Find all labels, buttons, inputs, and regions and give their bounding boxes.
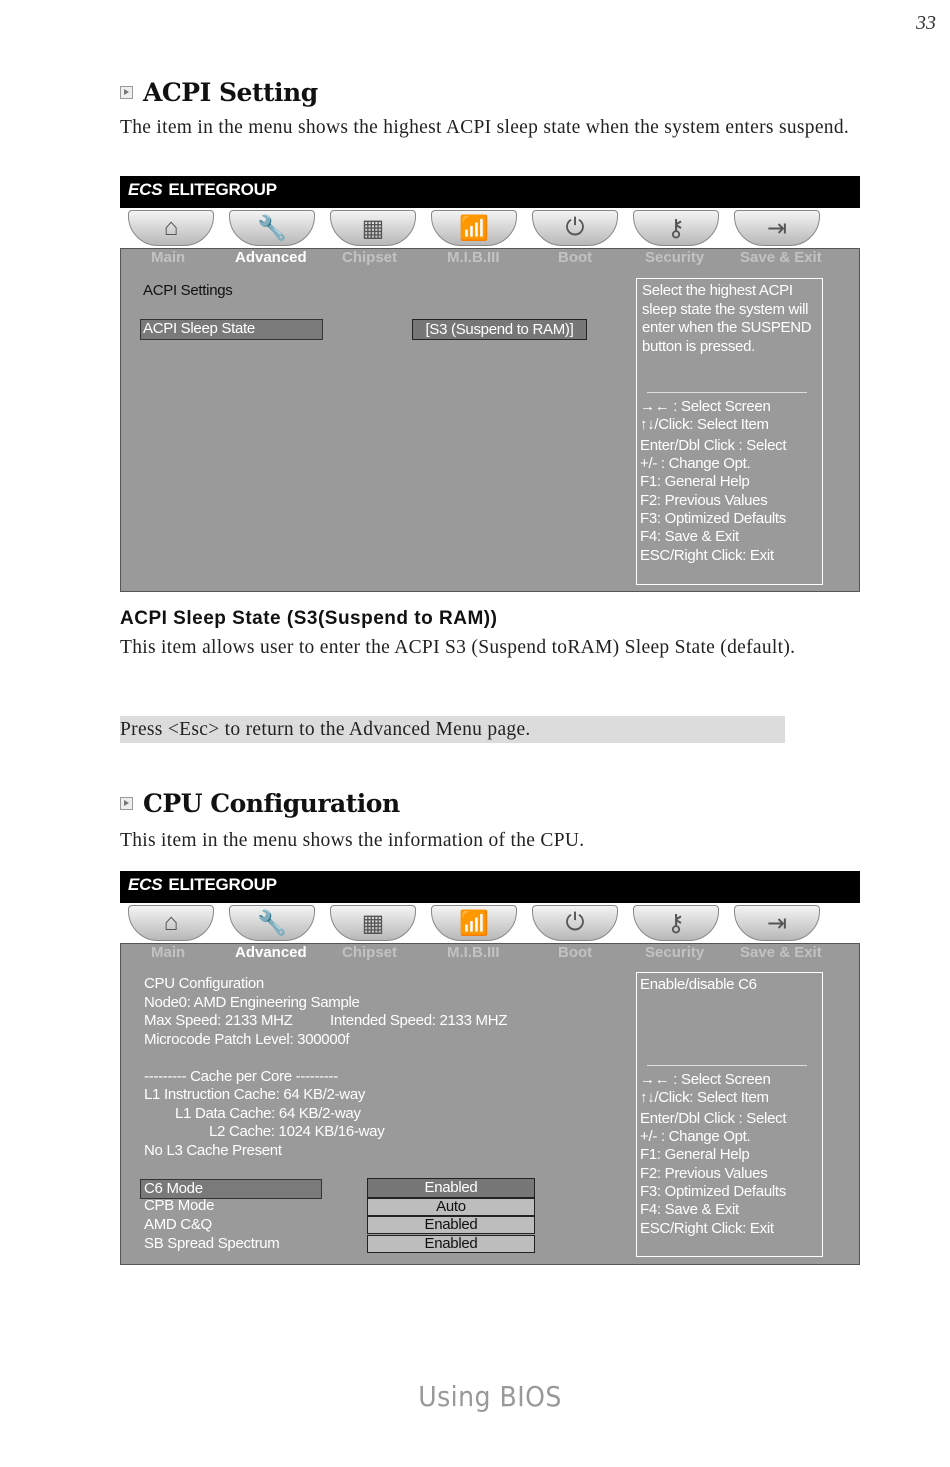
- cache-line: L2 Cache: 1024 KB/16-way: [209, 1123, 385, 1140]
- cpu-intro: This item in the menu shows the information of the CPU.: [120, 830, 585, 851]
- power-icon[interactable]: ⏻: [532, 210, 618, 246]
- acpi-sleep-state-value[interactable]: [S3 (Suspend to RAM)]: [412, 319, 587, 340]
- key-f1: F1: General Help: [640, 473, 750, 490]
- tab-main[interactable]: Main: [151, 249, 186, 266]
- key-f4: F4: Save & Exit: [640, 1201, 739, 1218]
- tab-chipset[interactable]: Chipset: [342, 944, 398, 961]
- option-label: SB Spread Spectrum: [144, 1235, 280, 1252]
- tab-chipset[interactable]: Chipset: [342, 249, 398, 266]
- bios-tab-icons: [120, 903, 860, 943]
- cpb-mode-value[interactable]: Auto: [367, 1198, 535, 1216]
- bios-screen-acpi: [120, 176, 860, 592]
- elitegroup-logo: ECS ELITEGROUP: [128, 875, 277, 894]
- key-f4: F4: Save & Exit: [640, 528, 739, 545]
- help-line: Enable/disable C6: [640, 976, 757, 993]
- bios-header-bar: [120, 176, 860, 208]
- help-divider: [647, 392, 807, 393]
- bullet-icon: [120, 86, 133, 99]
- chip-icon[interactable]: ▦: [330, 905, 416, 941]
- cpu-section-title: CPU Configuration: [120, 789, 400, 818]
- bios-body: [120, 943, 860, 1265]
- cache-line: L1 Data Cache: 64 KB/2-way: [175, 1105, 361, 1122]
- acpi-section-title: ACPI Setting: [120, 78, 318, 107]
- key-icon[interactable]: ⚷: [633, 210, 719, 246]
- bios-screen-cpu: [120, 871, 860, 1265]
- help-line: sleep state the system will: [642, 301, 809, 318]
- intended-speed: Intended Speed: 2133 MHZ: [330, 1012, 508, 1029]
- wrench-icon[interactable]: 🔧: [229, 905, 315, 941]
- option-label: AMD C&Q: [144, 1216, 212, 1233]
- tab-mib[interactable]: M.I.B.III: [447, 249, 500, 266]
- power-icon[interactable]: ⏻: [532, 905, 618, 941]
- acpi-settings-heading: ACPI Settings: [143, 282, 233, 299]
- page-footer: Using BIOS: [418, 1380, 562, 1413]
- help-panel: [636, 278, 823, 585]
- bullet-icon: [120, 797, 133, 810]
- tab-advanced[interactable]: Advanced: [235, 944, 307, 961]
- help-line: enter when the SUSPEND: [642, 319, 812, 336]
- bios-header-bar: [120, 871, 860, 903]
- chart-icon[interactable]: 📶: [431, 905, 517, 941]
- option-label: C6 Mode: [144, 1180, 203, 1197]
- key-change: +/- : Change Opt.: [640, 455, 751, 472]
- cache-header: --------- Cache per Core ---------: [144, 1068, 338, 1085]
- key-enter: Enter/Dbl Click : Select: [640, 437, 787, 454]
- tab-security[interactable]: Security: [645, 944, 705, 961]
- cpu-info-line: CPU Configuration: [144, 975, 264, 992]
- key-f3: F3: Optimized Defaults: [640, 1183, 786, 1200]
- key-select-screen: →← : Select Screen: [640, 398, 771, 415]
- key-enter: Enter/Dbl Click : Select: [640, 1110, 787, 1127]
- key-esc: ESC/Right Click: Exit: [640, 547, 774, 564]
- tab-security[interactable]: Security: [645, 249, 705, 266]
- key-f2: F2: Previous Values: [640, 492, 768, 509]
- tab-main[interactable]: Main: [151, 944, 186, 961]
- acpi-sleep-state-label: ACPI Sleep State: [143, 320, 255, 337]
- help-line: Select the highest ACPI: [642, 282, 793, 299]
- acpi-sleep-state-item[interactable]: [140, 319, 323, 340]
- sb-spread-spectrum-value[interactable]: Enabled: [367, 1235, 535, 1253]
- press-esc-note: Press <Esc> to return to the Advanced Menu page.: [120, 716, 785, 743]
- acpi-intro: The item in the menu shows the highest ACPI sleep state when the system enters suspend.: [120, 117, 850, 138]
- home-icon[interactable]: ⌂: [128, 210, 214, 246]
- wrench-icon[interactable]: 🔧: [229, 210, 315, 246]
- key-change: +/- : Change Opt.: [640, 1128, 751, 1145]
- cpu-info-line: Max Speed: 2133 MHZ: [144, 1012, 293, 1029]
- option-label: CPB Mode: [144, 1197, 215, 1214]
- amd-cq-value[interactable]: Enabled: [367, 1216, 535, 1234]
- tab-boot[interactable]: Boot: [558, 944, 593, 961]
- help-divider: [647, 1065, 807, 1066]
- home-icon[interactable]: ⌂: [128, 905, 214, 941]
- page-number: 33: [916, 12, 936, 34]
- bios-body: [120, 248, 860, 592]
- tab-save-exit[interactable]: Save & Exit: [740, 944, 822, 961]
- elitegroup-logo: ECS ELITEGROUP: [128, 180, 277, 199]
- key-select-item: ↑↓/Click: Select Item: [640, 416, 769, 433]
- key-f2: F2: Previous Values: [640, 1165, 768, 1182]
- key-select-item: ↑↓/Click: Select Item: [640, 1089, 769, 1106]
- exit-icon[interactable]: ⇥: [734, 905, 820, 941]
- key-f1: F1: General Help: [640, 1146, 750, 1163]
- cpu-info-line: Microcode Patch Level: 300000f: [144, 1031, 350, 1048]
- tab-boot[interactable]: Boot: [558, 249, 593, 266]
- key-f3: F3: Optimized Defaults: [640, 510, 786, 527]
- tab-mib[interactable]: M.I.B.III: [447, 944, 500, 961]
- tab-advanced[interactable]: Advanced: [235, 249, 307, 266]
- acpi-item-description: This item allows user to enter the ACPI S3 (Suspend toRAM) Sleep State (default).: [120, 637, 796, 658]
- chip-icon[interactable]: ▦: [330, 210, 416, 246]
- c6-mode-item[interactable]: [140, 1179, 322, 1199]
- tab-save-exit[interactable]: Save & Exit: [740, 249, 822, 266]
- cpu-info-line: Node0: AMD Engineering Sample: [144, 994, 360, 1011]
- c6-mode-value[interactable]: Enabled: [367, 1178, 535, 1198]
- exit-icon[interactable]: ⇥: [734, 210, 820, 246]
- cache-line: L1 Instruction Cache: 64 KB/2-way: [144, 1086, 366, 1103]
- help-line: button is pressed.: [642, 338, 756, 355]
- acpi-item-heading: ACPI Sleep State (S3(Suspend to RAM)): [120, 608, 498, 629]
- key-esc: ESC/Right Click: Exit: [640, 1220, 774, 1237]
- bios-tab-icons: [120, 208, 860, 248]
- key-select-screen: →← : Select Screen: [640, 1071, 771, 1088]
- chart-icon[interactable]: 📶: [431, 210, 517, 246]
- no-l3-cache: No L3 Cache Present: [144, 1142, 282, 1159]
- help-panel: [636, 972, 823, 1257]
- key-icon[interactable]: ⚷: [633, 905, 719, 941]
